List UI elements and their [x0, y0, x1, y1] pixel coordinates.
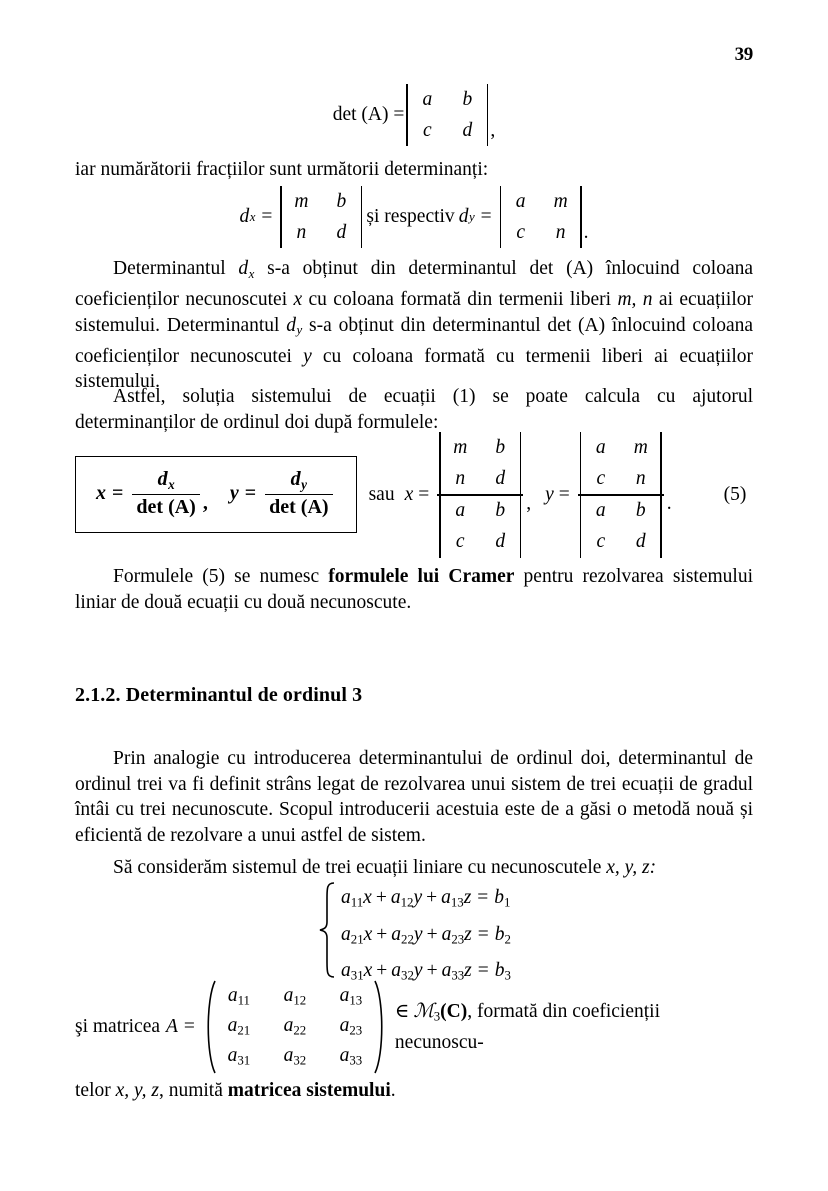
expanded-y-denominator-matrix — [579, 496, 663, 558]
dx-subscript: x — [249, 209, 256, 224]
coefficient-sub: 31 — [350, 968, 364, 983]
block-matrix-a — [75, 982, 753, 1072]
matrix-cell: n — [555, 221, 566, 243]
coefficient-sub: 21 — [350, 932, 364, 947]
cramer-y-denominator: det (A) — [269, 496, 329, 519]
matrix-lead-text: şi matricea — [75, 1016, 160, 1038]
equals: = — [477, 960, 489, 982]
det-a-trailing-comma: , — [490, 120, 496, 141]
expanded-x-numerator-matrix — [438, 432, 522, 494]
expanded-x-var: x — [404, 483, 414, 505]
matrix-cell: a — [595, 500, 606, 522]
matrix-cell: b — [462, 88, 473, 110]
inline-var-y: y — [303, 345, 312, 367]
coefficient-sub: 22 — [401, 932, 414, 947]
text-run: Formulele (5) se numesc — [113, 566, 329, 587]
variable: x — [363, 887, 372, 908]
paragraph-formulele — [75, 564, 753, 615]
page-number: 39 — [734, 44, 753, 65]
cramer-x-fraction — [132, 468, 199, 519]
inline-dx-sub: x — [248, 266, 255, 281]
cramer-y-numerator-sub: y — [301, 476, 308, 492]
paragraph-prin-analogie: Prin analogie cu introducerea determinantului de ordinul doi, determinantul de ordinul trei va fi definit strâns legat de rezolvarea unui sistem de trei ecuații de gradul întâi cu trei necunoscute. Scopul introducerii acestuia este de a găsi o metodă nouă și eficientă de rezolvare a unui astfel de sistem. — [75, 748, 753, 846]
cramer-x-equals: = — [112, 482, 124, 505]
matrix-cell: c — [423, 119, 432, 141]
rhs: b — [494, 887, 505, 908]
equation-dx-dy — [0, 186, 828, 248]
variable: y — [413, 923, 423, 945]
matrix-cell: a22 — [283, 1015, 307, 1038]
coefficient-sub: 23 — [451, 932, 465, 947]
system-equation-row — [341, 882, 511, 919]
matrix-cell: a23 — [339, 1015, 363, 1038]
coefficient: a — [341, 960, 351, 982]
matrix-cell: b — [495, 436, 506, 458]
coefficient: a — [390, 887, 401, 908]
inline-dx: d — [238, 258, 249, 279]
expanded-y-numerator-matrix — [579, 432, 663, 494]
matrix-cell: a — [515, 190, 526, 212]
matrix-cell: m — [553, 190, 568, 212]
inline-vars-xyz: x, y, z — [115, 1080, 159, 1101]
coefficient-sub: 12 — [400, 895, 414, 910]
dx-label: d — [239, 206, 250, 227]
text-run: ai ecuațiilor sistemului. Determinantul — [75, 289, 753, 336]
coefficient: a — [341, 923, 351, 945]
operator: + — [376, 923, 388, 945]
line-sa-consideram — [75, 855, 753, 881]
rhs-sub: 3 — [504, 968, 511, 983]
matrix-cell: d — [495, 531, 506, 553]
operator: + — [426, 960, 438, 982]
rhs-sub: 2 — [504, 932, 511, 947]
line-numaratorii: iar numărătorii fracțiilor sunt următorii determinanți: — [75, 159, 489, 180]
section-heading-2-1-2: 2.1.2. Determinantul de ordinul 3 — [75, 684, 363, 706]
matrix-cell: n — [455, 467, 466, 489]
operator: + — [426, 923, 438, 945]
text-run: cu coloana formată din termenii liberi — [302, 289, 618, 311]
paragraph-determinantul — [75, 256, 753, 395]
operator: + — [376, 960, 388, 982]
expanded-x-fraction — [437, 432, 523, 558]
matrix-cell: a13 — [339, 985, 363, 1008]
matrix-cell: m — [453, 436, 468, 458]
matrix-cell: b — [336, 190, 347, 212]
cramer-x-numerator-sub: x — [168, 476, 175, 492]
text-run: Să considerăm sistemul de trei ecuații liniare cu necunoscutele — [113, 857, 607, 878]
coefficient: a — [391, 923, 402, 945]
matrix-cell: a33 — [339, 1045, 363, 1068]
text-run: Determinantul — [113, 258, 239, 279]
text-run: , numită — [158, 1080, 228, 1101]
variable: z — [464, 923, 472, 945]
rhs: b — [494, 923, 505, 945]
matrix-cell: a11 — [227, 985, 250, 1008]
matrix-tail-text: , formată din coeficienții necunoscu- — [394, 1000, 660, 1053]
text-run: telor — [75, 1080, 116, 1101]
cramer-x-var: x — [96, 482, 106, 505]
matrix-membership-tail — [395, 999, 753, 1056]
matrix-cell: c — [516, 221, 525, 243]
matrix-space-arg: (C) — [440, 1000, 468, 1022]
coefficient: a — [441, 887, 451, 908]
line-telor-matricea-sistemului — [75, 1078, 753, 1104]
dy-matrix — [499, 186, 583, 248]
variable: x — [363, 960, 373, 982]
equals: = — [477, 923, 489, 945]
left-brace-icon — [317, 882, 337, 978]
expanded-y-var: y — [545, 483, 554, 505]
matrix-cell: c — [596, 531, 606, 553]
rhs: b — [494, 960, 505, 982]
matrix-cell: d — [336, 221, 347, 243]
text-run: . — [390, 1080, 396, 1101]
connector-si-respectiv: și respectiv — [366, 206, 455, 227]
dy-label: d — [458, 206, 469, 227]
inline-dy-sub: y — [296, 323, 303, 338]
operator: + — [426, 887, 438, 908]
matrix-a-parenthesized — [201, 982, 389, 1072]
matrix-cell: n — [635, 467, 646, 489]
expanded-x-denominator-matrix — [438, 496, 522, 558]
matrix-cell: a — [455, 500, 466, 522]
system-equation-row — [341, 919, 511, 956]
inline-vars-mn: m, n — [617, 289, 653, 311]
matrix-cell: a — [422, 88, 433, 110]
equation-det-a — [0, 84, 828, 146]
expanded-comma: , — [526, 492, 532, 514]
cramer-comma: , — [202, 492, 208, 515]
text-run: s-a obținut din determinantul det (A) înlocuind coloana coeficienților necunoscutei — [75, 314, 754, 367]
cramer-y-var: y — [229, 482, 239, 505]
membership-symbol: ∈ — [394, 1000, 410, 1022]
inline-dy: d — [286, 314, 297, 336]
variable: y — [413, 960, 423, 982]
text-run: cu coloana formată cu termenii liberi ai ecuațiilor sistemului. — [75, 345, 753, 393]
paragraph-astfel: Astfel, soluția sistemului de ecuații (1) se poate calcula cu ajutorul determinanților de ordinul doi după formulele: — [75, 386, 753, 433]
dy-equals: = — [480, 206, 492, 227]
expanded-y-equals: = — [558, 483, 570, 505]
determinant-a-matrix — [405, 84, 489, 146]
coefficient-sub: 32 — [401, 968, 414, 983]
variable: z — [464, 960, 472, 982]
matrix-cell: a — [595, 436, 606, 458]
expanded-y-fraction — [578, 432, 664, 558]
equation-number-5: (5) — [723, 483, 747, 505]
text-run: pentru rezolvarea sistemului liniar de două ecuații cu două necunoscute. — [75, 566, 753, 613]
dy-subscript: y — [468, 209, 475, 224]
equals: = — [477, 887, 489, 908]
dy-trailing-period: . — [583, 222, 589, 243]
matrix-cell: b — [635, 500, 646, 522]
coefficient-sub: 13 — [450, 895, 464, 910]
variable: x — [363, 923, 373, 945]
term-matricea-sistemului: matricea sistemului — [227, 1080, 391, 1101]
matrix-cell: m — [294, 190, 309, 212]
matrix-cell: m — [633, 436, 648, 458]
dx-equals: = — [261, 206, 273, 227]
cramer-y-fraction — [265, 468, 332, 519]
system-rows — [341, 882, 511, 992]
matrix-cell: c — [596, 467, 606, 489]
cramer-x-numerator: d — [157, 468, 168, 491]
coefficient-sub: 33 — [451, 968, 465, 983]
det-a-lhs: det (A) = — [332, 104, 405, 125]
matrix-cell: d — [635, 531, 646, 553]
coefficient: a — [341, 887, 351, 908]
matrix-cell: a31 — [227, 1045, 251, 1068]
coefficient: a — [441, 923, 452, 945]
variable: z — [463, 887, 472, 908]
text-run: s-a obținut din determinantul det (A) înlocuind coloana coeficienților necunoscutei — [75, 258, 754, 311]
matrix-symbol-a: A — [166, 1016, 178, 1038]
matrix-space-symbol: ℳ — [413, 1000, 434, 1022]
matrix-a-line — [75, 982, 753, 1072]
right-paren-icon — [373, 980, 389, 1074]
coefficient: a — [441, 960, 452, 982]
matrix-cell: b — [495, 500, 506, 522]
coefficient-sub: 11 — [350, 895, 364, 910]
matrix-cell: a32 — [283, 1045, 307, 1068]
matrix-cell: a21 — [227, 1015, 251, 1038]
matrix-equals: = — [183, 1016, 195, 1038]
cramer-x-denominator: det (A) — [136, 496, 196, 519]
cramer-y-equals: = — [244, 482, 257, 505]
expanded-period: . — [666, 492, 672, 514]
boxed-cramer-formulas — [75, 456, 357, 533]
equation-system-three — [0, 882, 828, 992]
inline-vars-xyz: x, y, z: — [606, 857, 657, 878]
left-paren-icon — [201, 980, 217, 1074]
matrix-cell: c — [455, 531, 465, 553]
matrix-cell: a12 — [283, 985, 307, 1008]
expanded-x-equals: = — [418, 483, 430, 505]
matrix-cell: d — [495, 467, 506, 489]
variable: y — [413, 887, 423, 908]
operator: + — [375, 887, 387, 908]
term-formulele-lui-cramer: formulele lui Cramer — [328, 566, 515, 587]
matrix-cell: d — [462, 119, 473, 141]
label-sau: sau — [368, 483, 395, 505]
matrix-cell: n — [296, 221, 307, 243]
matrix-space-sub: 3 — [433, 1009, 441, 1024]
coefficient: a — [391, 960, 402, 982]
cramer-y-numerator: d — [290, 468, 301, 491]
inline-var-x: x — [293, 289, 303, 311]
rhs-sub: 1 — [504, 895, 511, 910]
dx-matrix — [279, 186, 363, 248]
equation-cramer-row — [75, 432, 753, 558]
